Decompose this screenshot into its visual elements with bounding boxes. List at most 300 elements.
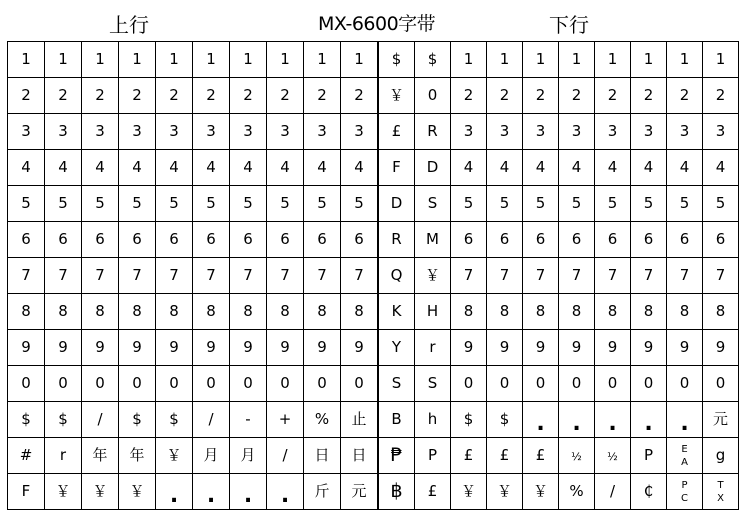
lower-row-cell xyxy=(487,186,523,222)
upper-row-row xyxy=(8,258,378,294)
upper-row-cell-glyph: 7 xyxy=(95,266,105,284)
upper-row-cell-glyph: 7 xyxy=(169,266,179,284)
lower-row-cell-glyph: £ xyxy=(463,446,474,464)
lower-row-cell xyxy=(559,402,595,438)
upper-row-cell xyxy=(82,114,119,150)
upper-row-cell-glyph: 6 xyxy=(206,230,216,248)
upper-row-cell-glyph: 1 xyxy=(317,50,327,68)
lower-row-cell-glyph: 1 xyxy=(499,50,510,68)
lower-row-cell xyxy=(379,78,415,114)
upper-row-cell xyxy=(45,438,82,474)
lower-row-cell xyxy=(703,258,739,294)
upper-row-cell xyxy=(341,438,378,474)
upper-row-cell xyxy=(45,402,82,438)
lower-row-cell xyxy=(523,474,559,510)
lower-row-cell-glyph: 8 xyxy=(499,302,510,320)
lower-row-cell xyxy=(523,330,559,366)
upper-row-cell xyxy=(193,258,230,294)
upper-row-cell-glyph: 5 xyxy=(58,194,68,212)
upper-row-cell-glyph: 1 xyxy=(132,50,142,68)
upper-row-cell-glyph: 年 xyxy=(92,446,108,464)
upper-row-cell xyxy=(230,366,267,402)
upper-row-cell-glyph: 1 xyxy=(243,50,253,68)
upper-row-cell-glyph: 0 xyxy=(132,374,142,392)
upper-row-cell-glyph: 1 xyxy=(354,50,364,68)
lower-row-cell xyxy=(667,258,703,294)
upper-row-cell-glyph: ￥ xyxy=(129,482,145,500)
lower-row-cell-glyph: 1 xyxy=(607,50,618,68)
lower-row-cell-glyph: ½ xyxy=(571,450,582,463)
upper-row-cell-glyph: 8 xyxy=(354,302,364,320)
upper-row-row xyxy=(8,438,378,474)
lower-row-cell-glyph: 8 xyxy=(571,302,582,320)
lower-row-cell-glyph: D xyxy=(390,194,403,212)
lower-row-cell-glyph: 7 xyxy=(499,266,510,284)
upper-row-cell xyxy=(341,222,378,258)
upper-row-cell xyxy=(8,42,45,78)
lower-row-cell xyxy=(559,150,595,186)
lower-row-cell-glyph: 0 xyxy=(643,374,654,392)
upper-row-cell-glyph: 5 xyxy=(132,194,142,212)
upper-row-cell xyxy=(82,402,119,438)
lower-row-cell-glyph: 7 xyxy=(463,266,474,284)
upper-row-cell-glyph: 7 xyxy=(21,266,31,284)
lower-row-cell-glyph: 7 xyxy=(535,266,546,284)
lower-row-cell xyxy=(379,222,415,258)
lower-row-cell xyxy=(487,150,523,186)
lower-row-cell xyxy=(703,114,739,150)
lower-row-cell-glyph: P C xyxy=(681,479,688,504)
upper-row-row xyxy=(8,294,378,330)
upper-row-cell-glyph: / xyxy=(282,446,288,464)
lower-row-cell-glyph: 2 xyxy=(715,86,726,104)
upper-row-cell xyxy=(8,294,45,330)
upper-row-cell-glyph: 3 xyxy=(243,122,253,140)
lower-row-cell xyxy=(415,78,451,114)
lower-row-cell-glyph: Y xyxy=(391,338,402,356)
upper-row-cell-glyph: 2 xyxy=(206,86,216,104)
lower-row-cell-glyph: 1 xyxy=(679,50,690,68)
upper-row-cell xyxy=(304,114,341,150)
lower-row-cell xyxy=(703,402,739,438)
lower-row-cell xyxy=(595,114,631,150)
upper-row-cell xyxy=(230,402,267,438)
upper-row-cell xyxy=(230,150,267,186)
lower-row-cell-glyph: 9 xyxy=(571,338,582,356)
lower-row-cell-glyph: 0 xyxy=(499,374,510,392)
upper-row-cell xyxy=(8,258,45,294)
upper-row-cell-glyph: / xyxy=(208,410,214,428)
upper-row-cell-glyph: 1 xyxy=(58,50,68,68)
upper-row-cell-glyph: 1 xyxy=(21,50,31,68)
upper-row-cell xyxy=(341,402,378,438)
lower-row-row xyxy=(379,186,739,222)
lower-row-cell xyxy=(379,402,415,438)
upper-row-cell xyxy=(230,114,267,150)
lower-row-cell xyxy=(415,114,451,150)
upper-row-row xyxy=(8,330,378,366)
upper-row-cell-glyph: . xyxy=(280,482,290,508)
upper-row-cell xyxy=(193,402,230,438)
upper-row-cell xyxy=(304,330,341,366)
lower-row-cell xyxy=(595,294,631,330)
lower-row-cell-glyph: 8 xyxy=(535,302,546,320)
lower-row-cell xyxy=(667,294,703,330)
upper-row-cell xyxy=(193,222,230,258)
upper-row-cell-glyph: 0 xyxy=(169,374,179,392)
lower-row-cell-glyph: 1 xyxy=(463,50,474,68)
lower-row-cell-glyph: M xyxy=(426,230,439,248)
lower-row-row xyxy=(379,330,739,366)
upper-row-cell-glyph: ￥ xyxy=(166,446,182,464)
upper-row-cell xyxy=(341,474,378,510)
lower-row-cell-glyph: 5 xyxy=(679,194,690,212)
upper-row-cell xyxy=(230,294,267,330)
upper-row-cell xyxy=(119,258,156,294)
upper-row-cell xyxy=(230,330,267,366)
upper-row-cell-glyph: 4 xyxy=(206,158,216,176)
upper-row-cell xyxy=(156,78,193,114)
upper-row-cell xyxy=(304,42,341,78)
upper-row-cell xyxy=(267,78,304,114)
upper-row-cell-glyph: 3 xyxy=(206,122,216,140)
lower-row-cell-glyph: R xyxy=(427,122,438,140)
type-band-title: MX-6600字带 xyxy=(318,13,436,35)
upper-row-cell-glyph: 0 xyxy=(354,374,364,392)
upper-row-cell-glyph: 6 xyxy=(58,230,68,248)
lower-row-cell-glyph: 2 xyxy=(499,86,510,104)
lower-row-cell-glyph: . xyxy=(644,410,653,436)
upper-row-cell xyxy=(8,114,45,150)
lower-row-cell xyxy=(379,438,415,474)
upper-row-cell-glyph: 0 xyxy=(206,374,216,392)
lower-row-cell xyxy=(487,42,523,78)
lower-row-cell-glyph: R xyxy=(391,230,402,248)
upper-row-cell-glyph: 3 xyxy=(58,122,68,140)
lower-row-cell-glyph: h xyxy=(427,410,438,428)
upper-row-cell xyxy=(193,42,230,78)
upper-row-cell-glyph: # xyxy=(19,446,33,464)
upper-row-cell xyxy=(304,222,341,258)
upper-row-cell-glyph: 7 xyxy=(354,266,364,284)
upper-row-cell xyxy=(341,42,378,78)
lower-row-cell-glyph: 4 xyxy=(571,158,582,176)
upper-row-cell-glyph: 6 xyxy=(354,230,364,248)
lower-row-cell-glyph: 3 xyxy=(607,122,618,140)
upper-row-row xyxy=(8,366,378,402)
upper-row-cell-glyph: 0 xyxy=(95,374,105,392)
lower-row-cell-glyph: £ xyxy=(499,446,510,464)
upper-row-cell-glyph: 日 xyxy=(314,446,330,464)
upper-row-cell xyxy=(45,78,82,114)
upper-row-cell-glyph: 2 xyxy=(354,86,364,104)
lower-row-cell xyxy=(703,186,739,222)
upper-row-cell-glyph: 1 xyxy=(280,50,290,68)
lower-row-cell xyxy=(631,438,667,474)
lower-row-cell xyxy=(415,474,451,510)
lower-row-cell-glyph: 元 xyxy=(712,410,728,428)
lower-row-cell xyxy=(559,114,595,150)
lower-row-cell-glyph: ½ xyxy=(607,450,618,463)
upper-row-cell xyxy=(45,222,82,258)
lower-row-cell-glyph: 3 xyxy=(463,122,474,140)
upper-row-cell xyxy=(156,150,193,186)
upper-row-cell xyxy=(193,474,230,510)
lower-row-cell-glyph: 9 xyxy=(679,338,690,356)
lower-row-row xyxy=(379,294,739,330)
lower-row-cell-glyph: 4 xyxy=(499,158,510,176)
lower-row-cell xyxy=(595,366,631,402)
upper-row-cell-glyph: 2 xyxy=(280,86,290,104)
upper-row-cell xyxy=(8,402,45,438)
lower-row-cell-glyph: 8 xyxy=(463,302,474,320)
lower-row-cell-glyph: $ xyxy=(427,50,438,68)
upper-row-cell xyxy=(341,258,378,294)
upper-row-cell-glyph: 8 xyxy=(169,302,179,320)
lower-row-cell-glyph: ฿ xyxy=(390,480,403,502)
lower-row-cell-glyph: 6 xyxy=(499,230,510,248)
lower-row-cell-glyph: £ xyxy=(427,482,438,500)
upper-row-cell-glyph: 9 xyxy=(95,338,105,356)
lower-row-cell xyxy=(703,294,739,330)
lower-row-cell xyxy=(703,42,739,78)
upper-row-cell-glyph: 9 xyxy=(169,338,179,356)
lower-row-cell xyxy=(667,78,703,114)
upper-row-cell xyxy=(156,42,193,78)
lower-row-cell xyxy=(667,114,703,150)
upper-row-cell xyxy=(82,222,119,258)
upper-row-cell xyxy=(119,294,156,330)
lower-row-cell-glyph: 7 xyxy=(571,266,582,284)
upper-row-cell-glyph: 斤 xyxy=(314,482,330,500)
lower-row-cell-glyph: ￥ xyxy=(424,266,440,284)
upper-row-cell-glyph: 4 xyxy=(354,158,364,176)
upper-row-cell xyxy=(8,330,45,366)
lower-row-cell xyxy=(523,222,559,258)
lower-row-cell xyxy=(631,150,667,186)
upper-row-row xyxy=(8,78,378,114)
lower-row-cell xyxy=(559,330,595,366)
upper-row-cell xyxy=(82,42,119,78)
upper-row-cell xyxy=(8,438,45,474)
lower-row-cell xyxy=(559,474,595,510)
lower-row-cell xyxy=(559,294,595,330)
lower-row-cell xyxy=(379,366,415,402)
lower-row-cell xyxy=(451,114,487,150)
upper-row-cell xyxy=(267,402,304,438)
upper-row-cell-glyph: 8 xyxy=(317,302,327,320)
upper-row-cell-glyph: 2 xyxy=(132,86,142,104)
lower-row-cell-glyph: 0 xyxy=(679,374,690,392)
lower-row-title: 下行 xyxy=(549,13,589,37)
upper-row-row xyxy=(8,42,378,78)
upper-row-cell xyxy=(8,366,45,402)
lower-row-cell-glyph: 1 xyxy=(571,50,582,68)
lower-row-cell-glyph: 5 xyxy=(571,194,582,212)
lower-row-cell xyxy=(451,78,487,114)
upper-row-cell xyxy=(304,294,341,330)
upper-row-cell-glyph: 5 xyxy=(206,194,216,212)
lower-row-cell xyxy=(451,474,487,510)
lower-row-cell-glyph: % xyxy=(569,482,584,500)
upper-row-cell-glyph: $ xyxy=(58,410,68,428)
upper-row-cell-glyph: 7 xyxy=(206,266,216,284)
upper-row-cell xyxy=(156,438,193,474)
upper-row-cell xyxy=(267,474,304,510)
lower-row-cell xyxy=(595,402,631,438)
lower-row-cell xyxy=(631,42,667,78)
upper-row-cell xyxy=(82,150,119,186)
lower-row-cell xyxy=(451,150,487,186)
lower-row-cell-glyph: ￥ xyxy=(496,482,512,500)
lower-row-cell-glyph: 8 xyxy=(715,302,726,320)
lower-row-cell xyxy=(379,258,415,294)
upper-row-cell xyxy=(304,474,341,510)
upper-row-cell xyxy=(45,150,82,186)
lower-row-cell-glyph: S xyxy=(427,374,438,392)
upper-row-cell xyxy=(304,258,341,294)
lower-row-cell xyxy=(667,186,703,222)
lower-row-cell-glyph: 8 xyxy=(679,302,690,320)
lower-row-cell-glyph: Q xyxy=(390,266,403,284)
upper-row-cell-glyph: . xyxy=(243,482,253,508)
upper-row-cell-glyph: . xyxy=(169,482,179,508)
upper-row-cell-glyph: 3 xyxy=(132,122,142,140)
lower-row-cell xyxy=(595,222,631,258)
upper-row-cell xyxy=(193,114,230,150)
upper-row-cell xyxy=(341,366,378,402)
lower-row-cell xyxy=(451,222,487,258)
upper-row-cell xyxy=(156,186,193,222)
lower-row-cell-glyph: 6 xyxy=(571,230,582,248)
lower-row-cell xyxy=(415,366,451,402)
lower-row-cell xyxy=(523,186,559,222)
upper-row-cell-glyph: 止 xyxy=(351,410,367,428)
upper-row-cell-glyph: 4 xyxy=(58,158,68,176)
lower-row-cell-glyph: 0 xyxy=(571,374,582,392)
lower-row-cell-glyph: 2 xyxy=(571,86,582,104)
lower-row-cell-glyph: H xyxy=(426,302,439,320)
lower-row-cell xyxy=(667,474,703,510)
upper-row-row xyxy=(8,474,378,510)
upper-row-cell xyxy=(341,150,378,186)
lower-row-cell-glyph: 5 xyxy=(535,194,546,212)
upper-row-cell xyxy=(230,474,267,510)
upper-row-cell-glyph: 3 xyxy=(354,122,364,140)
upper-row-cell xyxy=(267,330,304,366)
lower-row-cell xyxy=(595,150,631,186)
lower-row-cell xyxy=(487,366,523,402)
upper-row-cell xyxy=(341,78,378,114)
lower-row-row xyxy=(379,366,739,402)
lower-row-cell xyxy=(487,258,523,294)
upper-row-cell xyxy=(119,186,156,222)
upper-row-cell-glyph: 2 xyxy=(243,86,253,104)
upper-row-cell xyxy=(267,222,304,258)
lower-row-cell-glyph: D xyxy=(426,158,439,176)
lower-row-cell-glyph: E A xyxy=(681,443,688,468)
lower-row-cell-glyph: P xyxy=(643,446,654,464)
lower-row-cell-glyph: 5 xyxy=(499,194,510,212)
upper-row-cell xyxy=(267,150,304,186)
lower-row-cell-glyph: r xyxy=(429,338,436,356)
lower-row-cell xyxy=(379,150,415,186)
lower-row-row xyxy=(379,258,739,294)
lower-row-cell-glyph: 5 xyxy=(643,194,654,212)
upper-row-cell-glyph: 6 xyxy=(317,230,327,248)
lower-row-cell xyxy=(703,330,739,366)
lower-row-cell xyxy=(379,114,415,150)
lower-row-cell xyxy=(595,78,631,114)
upper-row-cell-glyph: 2 xyxy=(317,86,327,104)
upper-row-cell xyxy=(341,294,378,330)
lower-row-cell-glyph: ￥ xyxy=(388,86,404,104)
lower-row-cell xyxy=(487,438,523,474)
upper-row-cell-glyph: 3 xyxy=(317,122,327,140)
lower-row-cell xyxy=(559,78,595,114)
upper-row-cell xyxy=(8,150,45,186)
lower-row-cell-glyph: 5 xyxy=(463,194,474,212)
lower-row-cell xyxy=(379,474,415,510)
upper-row-cell-glyph: 9 xyxy=(58,338,68,356)
upper-row-cell-glyph: $ xyxy=(169,410,179,428)
lower-row-cell-glyph: 1 xyxy=(715,50,726,68)
upper-row-cell xyxy=(119,42,156,78)
lower-row-cell xyxy=(631,294,667,330)
upper-row-cell-glyph: 4 xyxy=(169,158,179,176)
lower-row-cell-glyph: 2 xyxy=(463,86,474,104)
upper-row-cell xyxy=(304,78,341,114)
upper-row-cell xyxy=(230,186,267,222)
upper-row-cell xyxy=(82,186,119,222)
upper-row-cell-glyph: 0 xyxy=(58,374,68,392)
lower-row-cell-glyph: 3 xyxy=(643,122,654,140)
lower-row-cell-glyph: 2 xyxy=(535,86,546,104)
upper-row-cell-glyph: 0 xyxy=(243,374,253,392)
upper-row-cell xyxy=(156,222,193,258)
upper-row-cell-glyph: 3 xyxy=(280,122,290,140)
upper-row-cell xyxy=(193,186,230,222)
upper-row-cell xyxy=(193,78,230,114)
lower-row-cell-glyph: g xyxy=(715,446,726,464)
upper-row-cell xyxy=(119,150,156,186)
lower-row-row xyxy=(379,474,739,510)
upper-row-cell xyxy=(8,222,45,258)
upper-row-cell-glyph: ￥ xyxy=(92,482,108,500)
lower-row-cell xyxy=(595,42,631,78)
lower-row-cell xyxy=(631,366,667,402)
upper-row-cell-glyph: 5 xyxy=(280,194,290,212)
lower-row-cell-glyph: ₵ xyxy=(643,482,654,500)
upper-row-cell-glyph: ￥ xyxy=(55,482,71,500)
upper-row-cell xyxy=(304,402,341,438)
upper-row-cell-glyph: + xyxy=(278,410,292,428)
lower-row-cell xyxy=(487,474,523,510)
lower-row-cell xyxy=(415,150,451,186)
upper-row-cell xyxy=(45,42,82,78)
upper-row-cell xyxy=(304,150,341,186)
lower-row-row xyxy=(379,402,739,438)
lower-row-cell-glyph: . xyxy=(680,410,689,436)
lower-row-cell-glyph: 7 xyxy=(679,266,690,284)
upper-row-cell-glyph: 4 xyxy=(243,158,253,176)
lower-row-cell-glyph: 6 xyxy=(463,230,474,248)
upper-row-cell xyxy=(119,474,156,510)
lower-row-cell-glyph: 9 xyxy=(607,338,618,356)
lower-row-cell-glyph: B xyxy=(391,410,402,428)
upper-row-cell-glyph: 2 xyxy=(21,86,31,104)
lower-row-cell xyxy=(703,150,739,186)
